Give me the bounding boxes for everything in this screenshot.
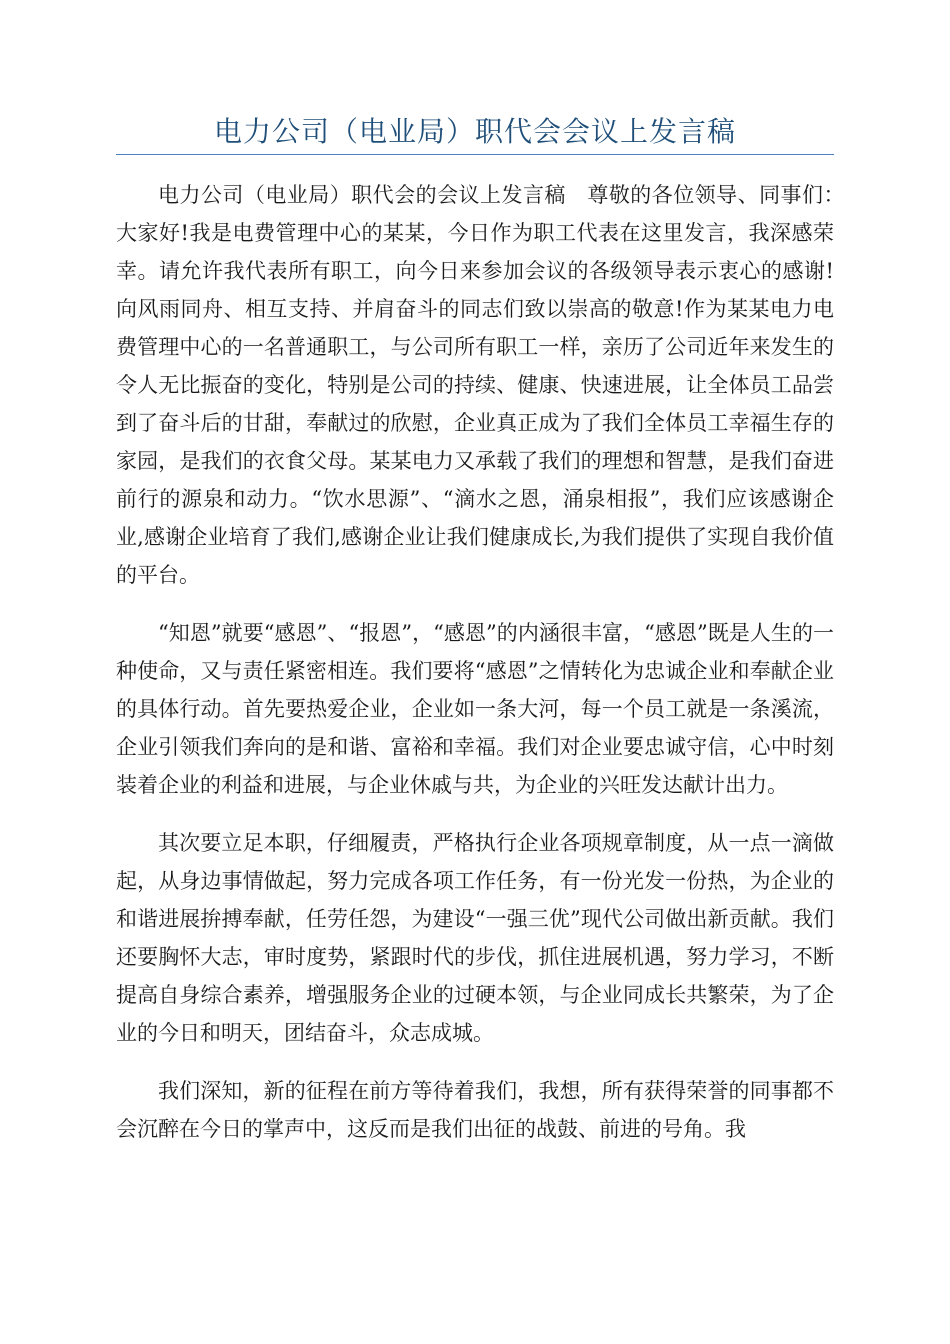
document-title: 电力公司（电业局）职代会会议上发言稿 — [213, 115, 736, 148]
paragraph-4: 我们深知，新的征程在前方等待着我们，我想，所有获得荣誉的同事都不会沉醉在今日的掌声中，这反而是我们出征的战鼓、前进的号角。我 — [116, 1079, 834, 1141]
paragraph-1: 电力公司（电业局）职代会的会议上发言稿 尊敬的各位领导、同事们： 大家好!我是电费管理中心的某某，今日作为职工代表在这里发言，我深感荣幸。请允许我代表所有职工，向今日来参加会议的各级领导表示衷心的感谢!向风雨同舟、相互支持、并肩奋斗的同志们致以崇高的敬意!作为某某电力电费管理中心的一名普通职工，与公司所有职工一样，亲历了公司近年来发生的令人无比振奋的变化，特别是公司的持续、健康、快速进展，让全体员工品尝到了奋斗后的甘甜，奉献过的欣慰，企业真正成为了我们全体员工幸福生存的家园，是我们的衣食父母。某某电力又承载了我们的理想和智慧，是我们奋进前行的源泉和动力。“饮水思源”、“滴水之恩，涌泉相报”，我们应该感谢企业,感谢企业培育了我们,感谢企业让我们健康成长,为我们提供了实现自我价值的平台。 — [116, 183, 855, 587]
paragraph-2: “知恩”就要“感恩”、“报恩”，“感恩”的内涵很丰富，“感恩”既是人生的一种使命，又与责任紧密相连。我们要将“感恩”之情转化为忠诚企业和奉献企业的具体行动。首先要热爱企业，企业如一条大河，每一个员工就是一条溪流，企业引领我们奔向的是和谐、富裕和幸福。我们对企业要忠诚守信，心中时刻装着企业的利益和进展，与企业休戚与共，为企业的兴旺发达献计出力。 — [116, 621, 834, 797]
title-underline — [116, 154, 834, 155]
document-body — [116, 176, 855, 1168]
paragraph-3: 其次要立足本职，仔细履责，严格执行企业各项规章制度，从一点一滴做起，从身边事情做起，努力完成各项工作任务，有一份光发一份热，为企业的和谐进展拚搏奉献，任劳任怨，为建设“一强三优”现代公司做出新贡献。我们还要胸怀大志，审时度势，紧跟时代的步伐，抓住进展机遇，努力学习，不断提高自身综合素养，增强服务企业的过硬本领，与企业同成长共繁荣，为了企业的今日和明天，团结奋斗，众志成城。 — [116, 831, 834, 1045]
